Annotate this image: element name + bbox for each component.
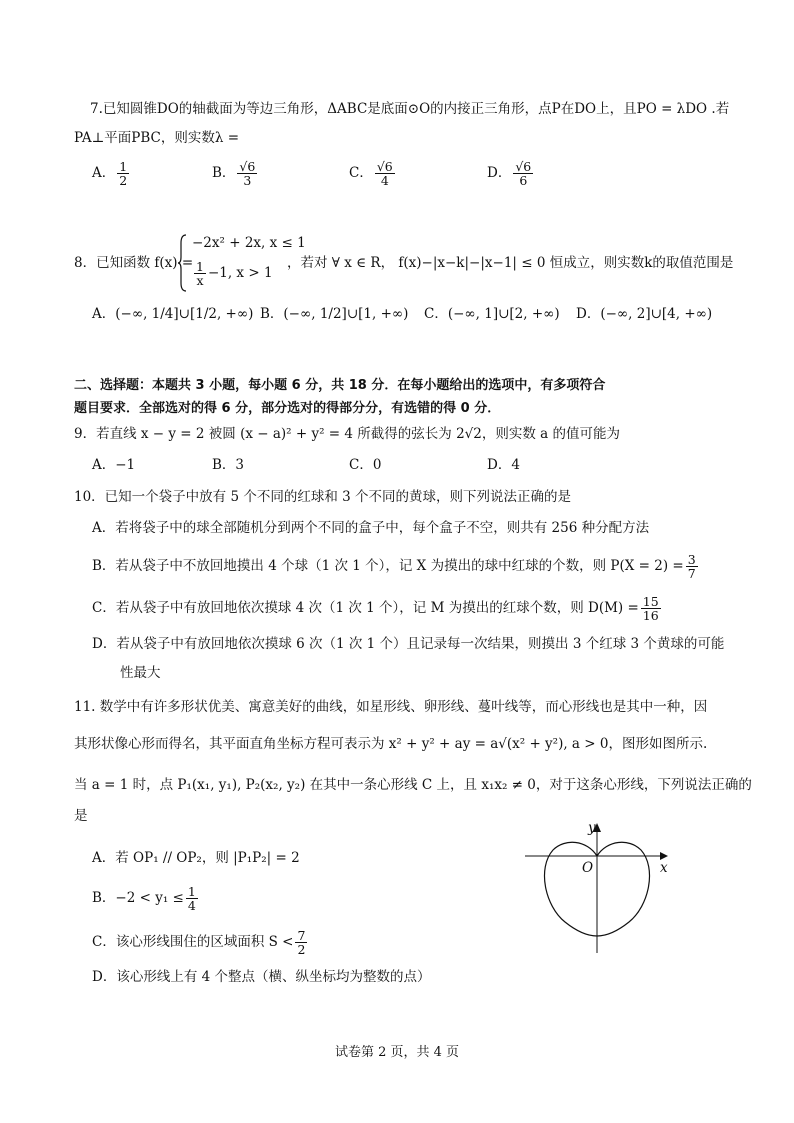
q8-option-d: D．(−∞, 2]∪[4, +∞) [576,306,713,322]
cardioid-figure [525,818,685,958]
q10-stem: 10．已知一个袋子中放有 5 个不同的红球和 3 个不同的黄球，则下列说法正确的是 [74,489,572,505]
q8-condition: ，若对 ∀ x ∈ R， f(x)−|x−k|−|x−1| ≤ 0 恒成立，则实数k的取值范围是 [287,255,734,271]
fig-y-label: y [588,820,596,836]
fig-origin-label: O [582,860,594,876]
q7-option-c: C． $\frac{√6}{4}$ [349,159,393,188]
q10-option-a: A．若将袋子中的球全部随机分到两个不同的盒子中，每个盒子不空，则共有 256 种分配方法 [92,520,650,536]
fig-x-label: x [660,860,668,876]
q11-stem-line1: 11. 数学中有许多形状优美、寓意美好的曲线，如星形线、卵形线、蔓叶线等，而心形线也是其中一种，因 [74,699,708,715]
q8-option-b: B．(−∞, 1/2]∪[1, +∞) [260,306,409,322]
q11-option-d: D．该心形线上有 4 个整点（横、纵坐标均为整数的点） [92,969,431,985]
q8-option-a: A．(−∞, 1/4]∪[1/2, +∞) [92,306,254,322]
q9-option-d: D．4 [487,457,520,473]
q8-brace [178,233,188,293]
q10-option-d-line1: D．若从袋子中有放回地依次摸球 6 次（1 次 1 个）且记录每一次结果，则摸出 3 个红球 3 个黄球的可能 [92,636,725,652]
section-heading-line2: 题目要求．全部选对的得 6 分，部分选对的得部分分，有选错的得 0 分． [74,401,501,416]
q11-stem-line2: 其形状像心形而得名，其平面直角坐标方程可表示为 x² + y² + ay = a√(x² + y²), a > 0，图形如图所示. [74,736,708,752]
q7-stem-line2: PA⊥平面PBC，则实数λ = [74,130,240,146]
q9-option-b: B．3 [212,457,245,473]
q10-option-b: B．若从袋子中不放回地摸出 4 个球（1 次 1 个），记 X 为摸出的球中红球的个数，则 P(X = 2) = $\frac{3}{7}$ [92,552,696,581]
q9-stem: 9．若直线 x − y = 2 被圆 (x − a)² + y² = 4 所截得的弦长为 2√2，则实数 a 的值可能为 [74,426,620,442]
q11-stem-line3: 当 a = 1 时，点 P₁(x₁, y₁), P₂(x₂, y₂) 在其中一条心形线 C 上，且 x₁x₂ ≠ 0，对于这条心形线，下列说法正确的 [74,777,752,793]
q10-option-c: C．若从袋子中有放回地依次摸球 4 次（1 次 1 个），记 M 为摸出的红球个数，则 D(M) = $\frac{15}{16}$ [92,594,659,623]
q7-stem-line1: 7.已知圆锥DO的轴截面为等边三角形，ΔABC是底面⊙O的内接正三角形，点P在DO上，且PO = λDO .若 [90,101,730,117]
q9-option-c: C．0 [349,457,382,473]
q9-option-a: A．−1 [92,457,136,473]
section-heading-line1: 二、选择题：本题共 3 小题，每小题 6 分，共 18 分．在每小题给出的选项中，有多项符合 [74,378,606,393]
q10-option-d-line2: 性最大 [120,665,161,681]
q8-prefix: 8．已知函数 f(x) = [74,255,194,271]
q7-option-a: A． $\frac{1}{2}$ [92,159,128,188]
q7-option-d: D． $\frac{√6}{6}$ [487,159,532,188]
q7-option-b: B． $\frac{√6}{3}$ [212,159,256,188]
q11-stem-line4: 是 [74,808,88,824]
q11-option-a: A．若 OP₁ // OP₂，则 |P₁P₂| = 2 [92,850,300,866]
q11-option-b: B．−2 < y₁ ≤ $\frac{1}{4}$ [92,884,196,913]
q8-option-c: C．(−∞, 1]∪[2, +∞) [424,306,560,322]
page-footer: 试卷第 2 页，共 4 页 [334,1045,460,1060]
q11-option-c: C．该心形线围住的区域面积 S < $\frac{7}{2}$ [92,928,306,957]
q8-case2: $\frac{1}{x}$ −1, x > 1 [196,259,273,288]
q8-case1: −2x² + 2x, x ≤ 1 [192,235,306,251]
